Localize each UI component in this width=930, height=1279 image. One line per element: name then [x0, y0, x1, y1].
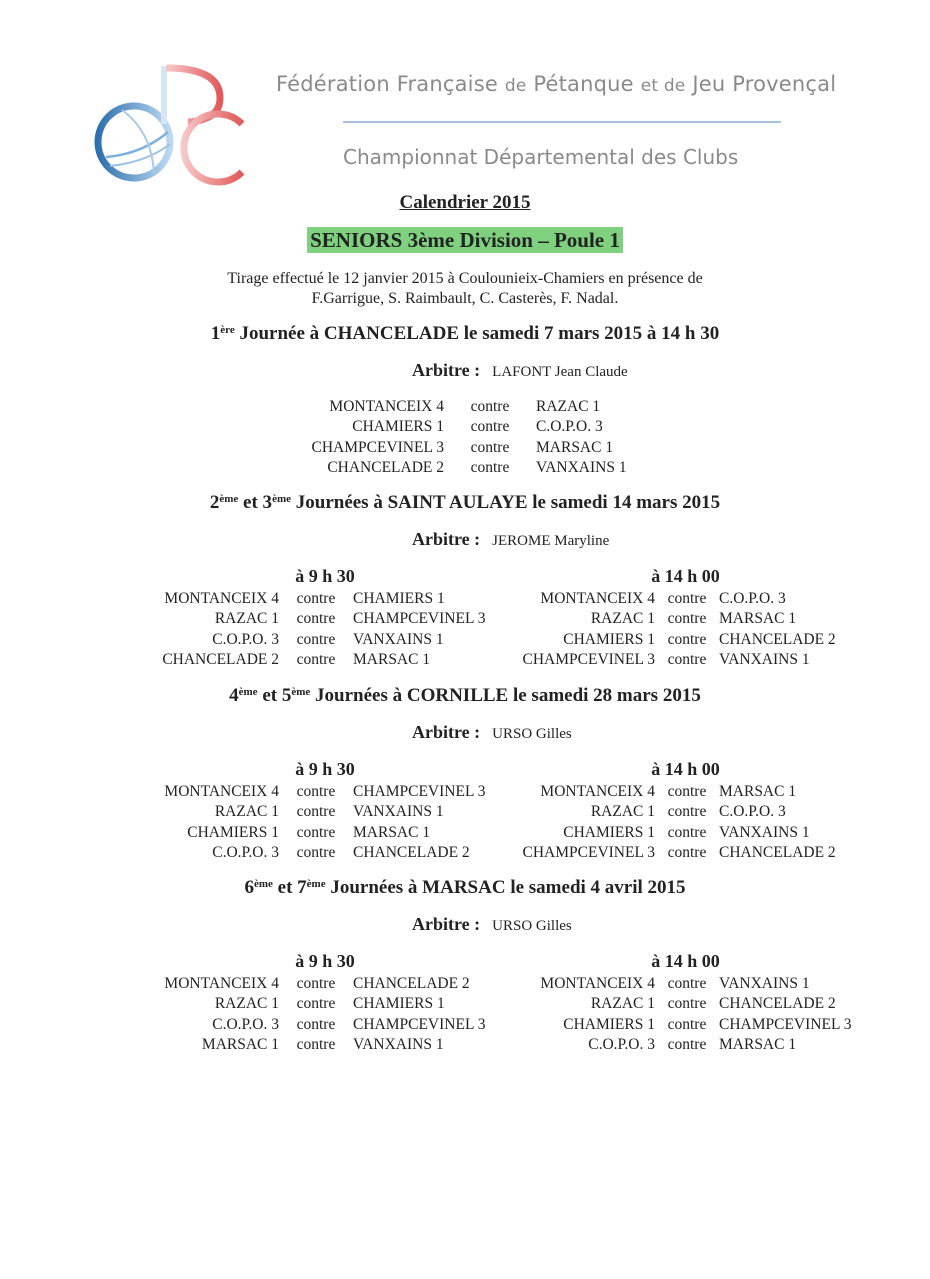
tirage-note: Tirage effectué le 12 janvier 2015 à Coulounieix-Chamiers en présence de F.Garrigue, S. Raimbault, C. Casterès, F. Nadal. [227, 270, 703, 307]
time-slot-am: à 9 h 30 [295, 759, 355, 779]
time-slot-pm: à 14 h 00 [651, 951, 720, 971]
time-slot-am: à 9 h 30 [295, 951, 355, 971]
match-row: CHAMIERS 1 contre VANXAINS 1 [563, 823, 810, 841]
match-row: RAZAC 1 contre VANXAINS 1 [214, 803, 444, 821]
match-row: CHAMPCEVINEL 3 contre VANXAINS 1 [522, 651, 810, 669]
match-row: CHAMPCEVINEL 3 contre CHANCELADE 2 [522, 844, 836, 862]
time-slot-am: à 9 h 30 [295, 566, 355, 586]
match-row: RAZAC 1 contre CHAMPCEVINEL 3 [214, 610, 486, 628]
matches-am [155, 782, 485, 864]
arbitre-line: Arbitre : JEROME Maryline [412, 529, 610, 549]
matches-pm [512, 782, 836, 864]
matches-pm [512, 974, 851, 1056]
match-row: MONTANCEIX 4 contre MARSAC 1 [540, 783, 797, 800]
division-title: SENIORS 3ème Division – Poule 1 [0, 228, 930, 253]
match-row: MONTANCEIX 4 contre RAZAC 1 [329, 398, 601, 415]
match-row: MONTANCEIX 4 contre CHANCELADE 2 [164, 975, 470, 992]
arbitre-line: Arbitre : URSO Gilles [412, 722, 572, 742]
calendar-title: Calendrier 2015 [399, 192, 531, 213]
time-slot-pm: à 14 h 00 [651, 566, 720, 586]
journee-heading: 4ème et 5ème Journées à CORNILLE le samedi 28 mars 2015 [229, 685, 701, 706]
header-divider [343, 121, 781, 123]
match-row: CHAMIERS 1 contre CHAMPCEVINEL 3 [563, 1015, 852, 1033]
match-row: MONTANCEIX 4 contre CHAMPCEVINEL 3 [164, 783, 486, 800]
arbitre-line: Arbitre : URSO Gilles [412, 914, 572, 934]
match-row: C.O.P.O. 3 contre CHANCELADE 2 [212, 844, 470, 862]
match-row: MONTANCEIX 4 contre CHAMIERS 1 [164, 590, 445, 607]
match-row: RAZAC 1 contre C.O.P.O. 3 [590, 803, 786, 821]
match-row: CHAMIERS 1 contre CHANCELADE 2 [563, 630, 836, 648]
journee-heading: 6ème et 7ème Journées à MARSAC le samedi 4 avril 2015 [244, 877, 686, 898]
time-slot-pm: à 14 h 00 [651, 759, 720, 779]
match-row: RAZAC 1 contre CHAMIERS 1 [214, 995, 445, 1013]
match-row: C.O.P.O. 3 contre MARSAC 1 [588, 1036, 797, 1054]
match-row: MONTANCEIX 4 contre C.O.P.O. 3 [540, 590, 786, 607]
federation-name: Fédération Française de Pétanque et de Jeu Provençal [276, 72, 837, 96]
match-row: CHAMPCEVINEL 3 contre MARSAC 1 [311, 438, 614, 456]
match-row: RAZAC 1 contre MARSAC 1 [590, 610, 797, 628]
match-row: MARSAC 1 contre VANXAINS 1 [201, 1036, 444, 1054]
journee-1-heading: 1ère Journée à CHANCELADE le samedi 7 mars 2015 à 14 h 30 [210, 323, 720, 344]
journee-heading: 2ème et 3ème Journées à SAINT AULAYE le samedi 14 mars 2015 [209, 492, 721, 513]
match-row: C.O.P.O. 3 contre VANXAINS 1 [212, 630, 444, 648]
championnat-title: Championnat Départemental des Clubs [343, 145, 739, 169]
matches-pm [512, 589, 836, 671]
match-row: MONTANCEIX 4 contre VANXAINS 1 [540, 975, 810, 992]
journee-1-arbitre: Arbitre : LAFONT Jean Claude [412, 360, 628, 380]
match-row: C.O.P.O. 3 contre CHAMPCEVINEL 3 [212, 1015, 486, 1033]
match-row: CHANCELADE 2 contre MARSAC 1 [162, 651, 431, 669]
match-row: RAZAC 1 contre CHANCELADE 2 [590, 995, 836, 1013]
matches-am [155, 974, 485, 1056]
match-row: CHAMIERS 1 contre C.O.P.O. 3 [352, 418, 603, 436]
ffpjp-cdc-logo [92, 62, 250, 186]
match-row: CHANCELADE 2 contre VANXAINS 1 [327, 459, 627, 477]
match-row: CHAMIERS 1 contre MARSAC 1 [187, 823, 431, 841]
matches-am [155, 589, 485, 671]
journee-1-matches [290, 397, 627, 479]
